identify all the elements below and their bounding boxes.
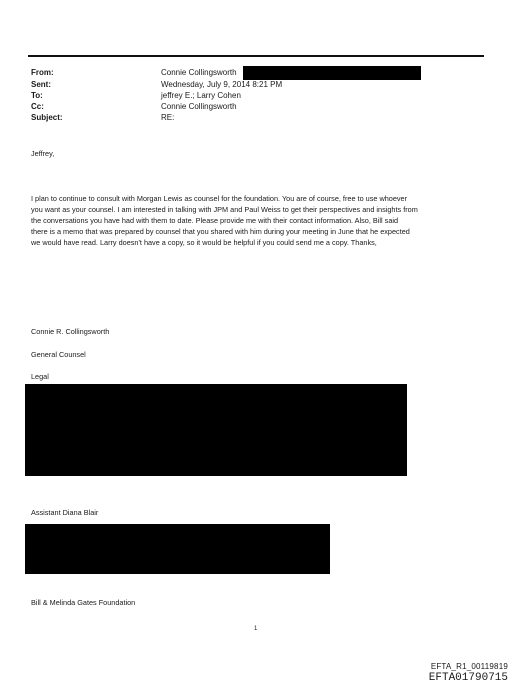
sent-label: Sent:: [31, 80, 51, 89]
signature-title: General Counsel: [31, 350, 86, 359]
signature-assistant: Assistant Diana Blair: [31, 508, 99, 517]
bates-number-large: EFTA01790715: [428, 672, 508, 684]
to-label: To:: [31, 91, 43, 100]
body-line: we would have read. Larry doesn't have a copy, so it would be helpful if you could send me a copy. Thanks,: [31, 238, 377, 247]
redaction-assistant-contact: [25, 524, 330, 574]
cc-label: Cc:: [31, 102, 44, 111]
to-value: jeffrey E.; Larry Cohen: [161, 91, 241, 100]
redaction-from-email: [243, 66, 421, 80]
greeting: Jeffrey,: [31, 149, 55, 158]
body-line: the conversations you have had with them to date. Please provide me with their contact information. Also, Bill said: [31, 216, 399, 225]
body-line: you want as your counsel. I am interested in talking with JPM and Paul Weiss to get their perspectives and insights from: [31, 205, 418, 214]
cc-value: Connie Collingsworth: [161, 102, 237, 111]
redaction-contact-block: [25, 384, 407, 476]
header-divider: [28, 55, 484, 57]
signature-name: Connie R. Collingsworth: [31, 327, 110, 336]
signature-dept: Legal: [31, 372, 49, 381]
bates-number-small: EFTA_R1_00119819: [430, 662, 508, 671]
page-number: 1: [254, 626, 258, 632]
from-value: Connie Collingsworth: [161, 68, 237, 77]
signature-org: Bill & Melinda Gates Foundation: [31, 598, 136, 607]
body-line: there is a memo that was prepared by counsel that you shared with him during your meeting in June that he expected: [31, 227, 410, 236]
from-label: From:: [31, 68, 54, 77]
subject-value: RE:: [161, 113, 175, 122]
subject-label: Subject:: [31, 113, 63, 122]
body-line: I plan to continue to consult with Morgan Lewis as counsel for the foundation. You are of course, free to use whoever: [31, 194, 408, 203]
sent-value: Wednesday, July 9, 2014 8:21 PM: [161, 80, 283, 89]
